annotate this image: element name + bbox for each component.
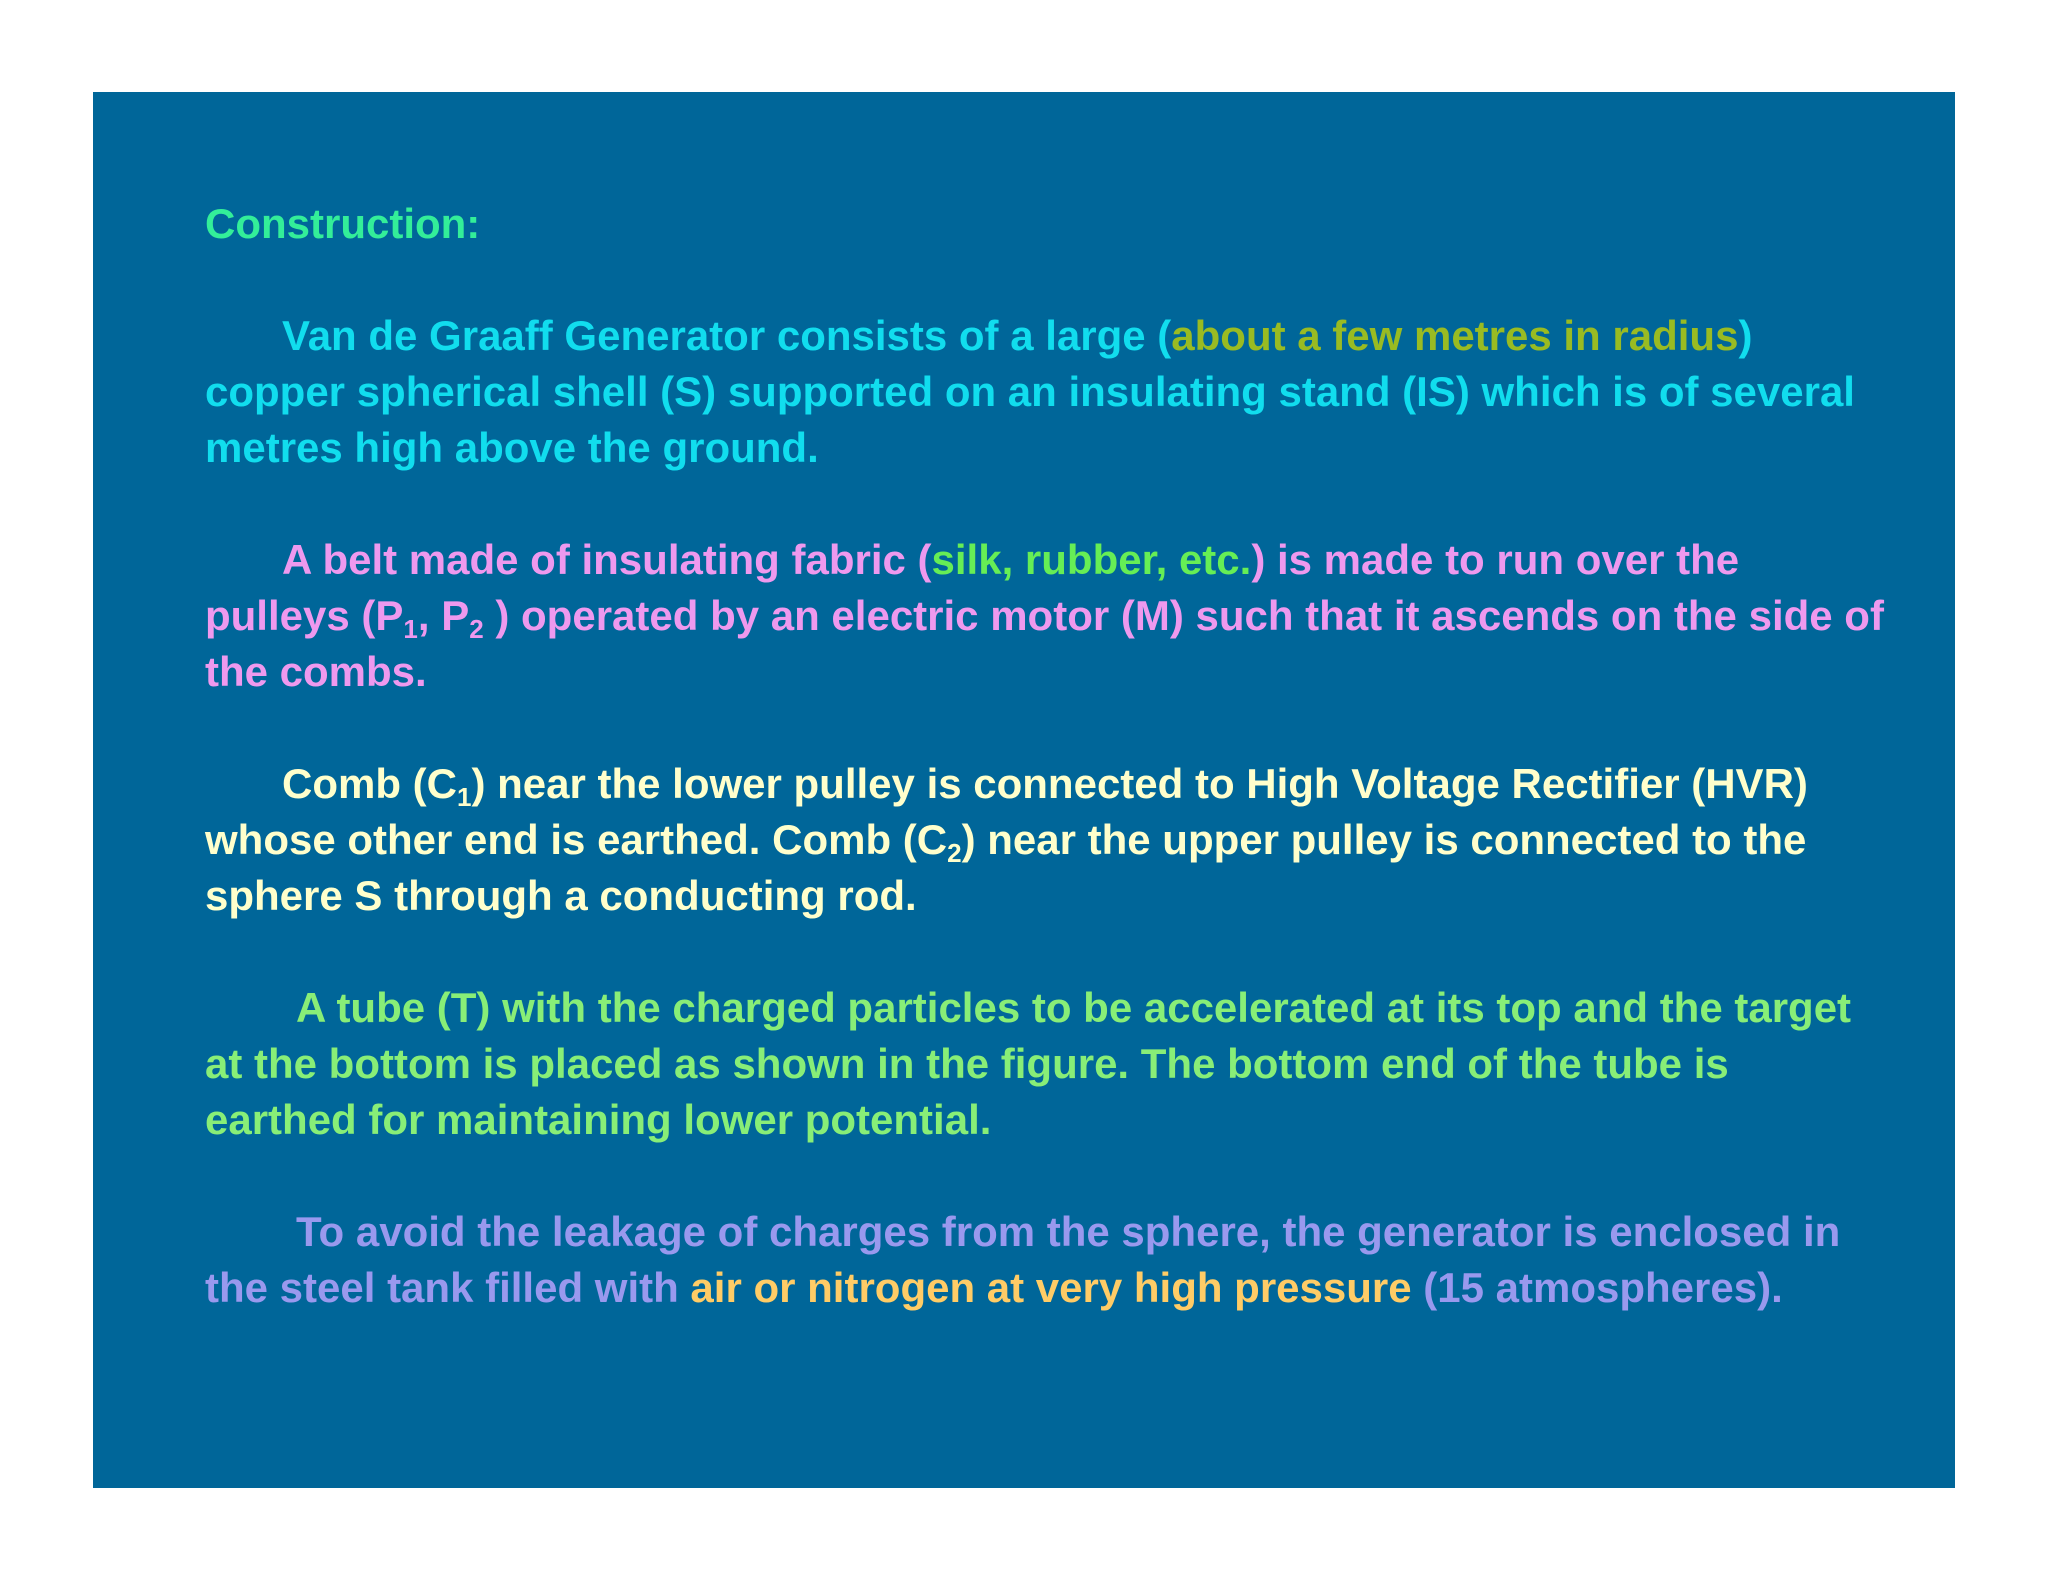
paragraph-belt-text-a: A belt made of insulating fabric (: [282, 536, 932, 583]
paragraph-belt-text-c: , P: [417, 592, 470, 639]
paragraph-belt-text-d: ) operated by an electric motor (M) such that it ascends on the side of the combs.: [205, 592, 1884, 695]
paragraph-tube: A tube (T) with the charged particles to be accelerated at its top and the target at the bottom is placed as shown in the figure. The bottom end of the tube is earthed for maintaining lower potential.: [205, 984, 1852, 1143]
paragraph-leakage: [205, 1204, 1885, 1316]
paragraph-sphere-text-b: ) copper spherical shell (S) supported on an insulating stand (IS) which is of several metres high above the ground.: [205, 312, 1855, 471]
paragraph-belt: [205, 532, 1885, 700]
comb-subscript-2: 2: [947, 838, 962, 868]
slide-content: [205, 196, 1885, 1316]
pulley-subscript-1: 1: [403, 614, 418, 644]
paragraph-belt-highlight: silk, rubber, etc.: [931, 536, 1252, 583]
paragraph-sphere: [205, 308, 1885, 476]
paragraph-leakage-text-b: (15 atmospheres).: [1411, 1264, 1783, 1311]
paragraph-combs: [205, 756, 1885, 924]
paragraph-combs-text-c: ) near the upper pulley is connected to the sphere S through a conducting rod.: [205, 816, 1807, 919]
paragraph-leakage-text-a: To avoid the leakage of charges from the sphere, the generator is enclosed in the steel tank filled with: [205, 1208, 1841, 1311]
paragraph-sphere-highlight: about a few metres in radius: [1171, 312, 1739, 359]
slide-background: [93, 92, 1955, 1488]
pulley-subscript-2: 2: [469, 614, 484, 644]
section-heading: Construction:: [205, 200, 481, 247]
paragraph-leakage-highlight: air or nitrogen at very high pressure: [690, 1264, 1412, 1311]
comb-subscript-1: 1: [456, 782, 472, 812]
paragraph-combs-text-b: ) near the lower pulley is connected to High Voltage Rectifier (HVR) whose other end is earthed. Comb (C: [205, 760, 1808, 863]
paragraph-sphere-text-a: Van de Graaff Generator consists of a large (: [282, 312, 1172, 359]
paragraph-combs-text-a: Comb (C: [282, 760, 457, 807]
paragraph-belt-text-b: ) is made to run over the pulleys (P: [205, 536, 1740, 639]
